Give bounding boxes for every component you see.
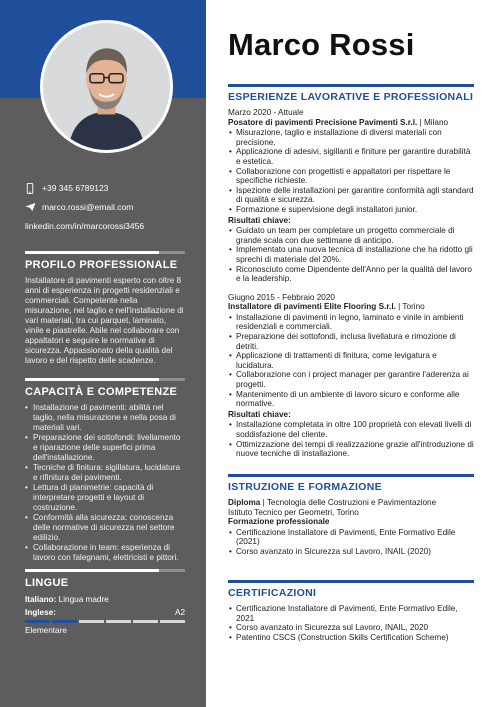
- results-label: Risultati chiave:: [228, 409, 291, 419]
- language-italian: [25, 594, 185, 605]
- phone-number[interactable]: +39 345 6789123: [42, 182, 109, 193]
- language-level-segment: [133, 620, 158, 623]
- section-divider: [25, 251, 185, 254]
- degree-type: Diploma: [228, 498, 261, 507]
- job-role: Installatore di pavimenti Elite Flooring S.r.l.: [228, 302, 396, 312]
- results-label: Risultati chiave:: [228, 215, 291, 225]
- list-item: • Conformità alla sicurezza: conoscenza delle normative di sicurezza nel settore edilizio.: [25, 513, 185, 543]
- send-icon: [25, 202, 37, 212]
- list-item: • Preparazione dei sottofondi, inclusa livellatura e rimozione di detriti.: [228, 332, 474, 351]
- contact-email: [25, 200, 195, 213]
- list-item: • Mantenimento di un ambiente di lavoro sicuro e conforme alle normative.: [228, 390, 474, 409]
- profile-section: [25, 251, 185, 366]
- language-level-segment: [25, 620, 50, 623]
- section-divider: [228, 84, 474, 87]
- language-level: A2: [174, 608, 185, 617]
- profile-photo: [40, 20, 173, 153]
- language-label: Inglese:: [25, 608, 56, 617]
- section-divider: [25, 569, 185, 572]
- language-english: [25, 607, 185, 618]
- list-item: • Tecniche di finitura: sigillatura, lucidatura e rifinitura dei pavimenti.: [25, 463, 185, 483]
- degree-field: | Tecnologia delle Costruzioni e Pavimentazione: [260, 498, 437, 507]
- list-item: • Riconosciuto come Dipendente dell'Anno per la qualità del lavoro e la leadership.: [228, 265, 474, 284]
- list-item: • Misurazione, taglio e installazione di diversi materiali con precisione.: [228, 128, 474, 147]
- training-label: Formazione professionale: [228, 517, 330, 527]
- list-item: • Certificazione Installatore di Pavimenti, Ente Formativo Edile, 2021: [228, 604, 474, 623]
- job-results: [228, 226, 474, 284]
- skills-list: [25, 403, 185, 563]
- language-level: Lingua madre: [58, 595, 109, 604]
- list-item: • Installazione di pavimenti in legno, laminato e vinile in ambienti residenziali e commerciali.: [228, 313, 474, 332]
- job-role: Posatore di pavimenti Precisione Pavimenti S.r.l.: [228, 117, 418, 127]
- job-results: [228, 420, 474, 458]
- contact-block: [25, 181, 195, 238]
- avatar: [43, 23, 170, 150]
- education-title: ISTRUZIONE E FORMAZIONE: [228, 481, 382, 493]
- job-duties: [228, 128, 474, 214]
- training-list: [228, 528, 474, 557]
- job-entry: [228, 108, 474, 284]
- linkedin-link[interactable]: linkedin.com/in/marcorossi3456: [25, 220, 145, 231]
- list-item: • Lettura di planimetrie: capacità di interpretare progetti e layout di costruzione.: [25, 483, 185, 513]
- contact-linkedin: [25, 219, 195, 232]
- language-level-segment: [106, 620, 131, 623]
- language-level-segment: [160, 620, 185, 623]
- job-location: | Milano: [417, 117, 449, 127]
- certifications-title: CERTIFICAZIONI: [228, 587, 317, 599]
- list-item: • Patentino CSCS (Construction Skills Certification Scheme): [228, 633, 474, 643]
- job-date: Giugno 2015 - Febbraio 2020: [228, 292, 335, 302]
- list-item: • Applicazione di trattamenti di finitura, come levigatura e lucidatura.: [228, 351, 474, 370]
- job-entry: [228, 293, 474, 459]
- list-item: • Collaborazione in team: esperienza di lavoro con falegnami, elettricisti e pittori.: [25, 543, 185, 563]
- section-divider: [25, 378, 185, 381]
- language-level-bar: [25, 620, 185, 623]
- list-item: • Installazione completata in oltre 100 proprietà con elevati livelli di soddisfazione del cliente.: [228, 420, 474, 439]
- list-item: • Corso avanzato in Sicurezza sul Lavoro, INAIL (2020): [228, 547, 474, 557]
- skills-section: [25, 378, 185, 563]
- section-divider: [228, 474, 474, 477]
- list-item: • Installazione di pavimenti: abilità nel taglio, nella misurazione e nella posa di materiali vari.: [25, 403, 185, 433]
- certifications-list: [228, 604, 474, 642]
- job-location: | Torino: [395, 302, 425, 312]
- experience-section: [228, 84, 474, 460]
- experience-title: ESPERIENZE LAVORATIVE E PROFESSIONALI: [228, 91, 474, 103]
- languages-title: LINGUE: [25, 577, 69, 589]
- list-item: • Collaborazione con progettisti e appaltatori per rispettare le specifiche richieste.: [228, 167, 474, 186]
- list-item: • Guidato un team per completare un progetto commerciale di grande scala con due settimane di anticipo.: [228, 226, 474, 245]
- job-date: Marzo 2020 - Attuale: [228, 108, 304, 117]
- job-duties: [228, 313, 474, 409]
- language-level-segment: [52, 620, 77, 623]
- list-item: • Applicazione di adesivi, sigillanti e finiture per garantire durabilità e estetica.: [228, 147, 474, 166]
- language-level-segment: [79, 620, 104, 623]
- profile-title: PROFILO PROFESSIONALE: [25, 259, 178, 271]
- skills-title: CAPACITÀ E COMPETENZE: [25, 386, 178, 398]
- phone-icon: [25, 183, 37, 193]
- list-item: • Formazione e supervisione degli installatori junior.: [228, 205, 474, 215]
- language-english-desc: [25, 625, 185, 636]
- language-description: Elementare: [25, 626, 67, 635]
- languages-section: [25, 569, 185, 636]
- school-name: Istituto Tecnico per Geometri, Torino: [228, 507, 359, 517]
- list-item: • Certificazione Installatore di Pavimenti, Ente Formativo Edile (2021): [228, 528, 474, 547]
- language-label: Italiano:: [25, 595, 57, 604]
- list-item: • Corso avanzato in Sicurezza sul Lavoro, INAIL, 2020: [228, 623, 474, 633]
- education-section: [228, 474, 474, 558]
- list-item: • Ispezione delle installazioni per garantire conformità agli standard di qualità e sicurezza.: [228, 186, 474, 205]
- list-item: • Collaborazione con i project manager per garantire l'aderenza ai progetti.: [228, 370, 474, 389]
- certifications-section: [228, 580, 474, 643]
- contact-phone: [25, 181, 195, 194]
- section-divider: [228, 580, 474, 583]
- list-item: • Preparazione dei sottofondi: livellamento e riparazione delle superfici prima dell'installazione.: [25, 433, 185, 463]
- candidate-name: Marco Rossi: [228, 27, 415, 62]
- list-item: • Implementato una nuova tecnica di installazione che ha ridotto gli sprechi di materiale del 20%.: [228, 245, 474, 264]
- profile-text: Installatore di pavimenti esperto con oltre 8 anni di esperienza in progetti residenziali e commerciali. Competente nella misurazione, nel taglio e nell'installazione di vari materiali, tra cui parquet, laminato, vinile e piastrelle. Abile nel collaborare con appaltatori e seguire le normative di sicurezza. Appassionato della qualità del lavoro e del rispetto delle scadenze.: [25, 276, 184, 365]
- email-address[interactable]: marco.rossi@email.com: [42, 201, 134, 212]
- list-item: • Ottimizzazione dei tempi di realizzazione grazie all'introduzione di nuove tecniche di installazione.: [228, 440, 474, 459]
- sidebar: [0, 0, 206, 707]
